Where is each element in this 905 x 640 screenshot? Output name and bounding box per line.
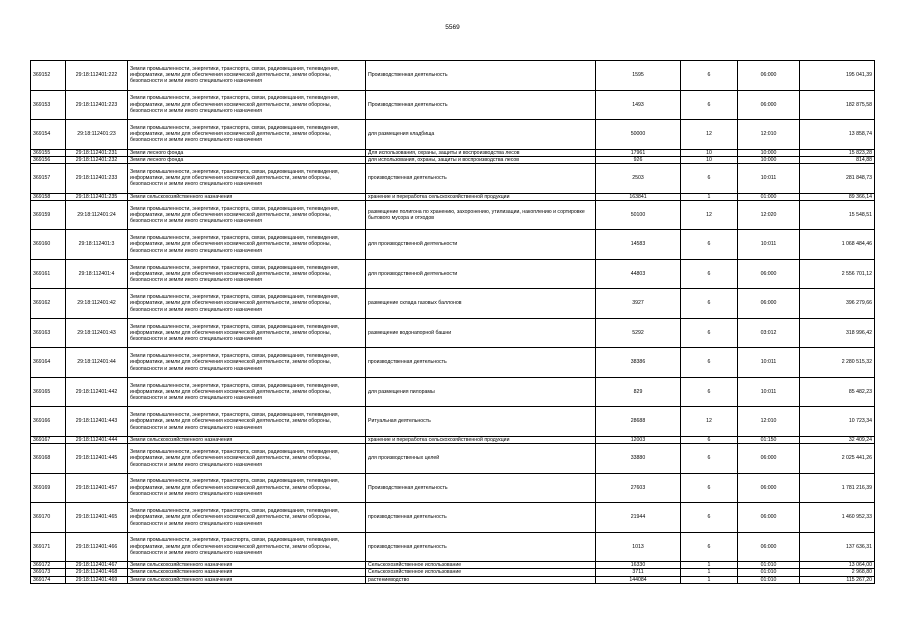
area-cell: 21944 [596,503,681,533]
land-category-cell: Земли сельскохозяйственного назначения [128,193,366,200]
cadastral-number-cell: 29:18:112401:445 [66,444,128,474]
group-cell: 6 [681,164,738,194]
page-number: 5569 [445,24,460,31]
row-number-cell: 369156 [31,156,66,163]
land-category-cell: Земли промышленности, энергетики, транспорта, связи, радиовещания, телевидения, информатики, земли для обеспечения космической деятельности, земли обороны, безопасности и земли иного специального назначения [128,532,366,562]
cadastral-value-cell: 2 025 441,26 [800,444,875,474]
group-cell: 6 [681,318,738,348]
group-cell: 6 [681,61,738,91]
permitted-use-cell: размещение склада газовых баллонов [366,289,596,319]
row-number-cell: 369153 [31,90,66,120]
permitted-use-cell: производственная деятельность [366,348,596,378]
cadastral-number-cell: 29:18:112401:235 [66,193,128,200]
area-cell: 17961 [596,149,681,156]
permitted-use-cell: производственная деятельность [366,164,596,194]
permitted-use-cell: Ритуальная деятельность [366,407,596,437]
table-row [31,90,875,120]
cadastral-number-cell: 29:18:112401:43 [66,318,128,348]
cadastral-value-cell: 2 280 515,32 [800,348,875,378]
table-row [31,348,875,378]
area-cell: 144084 [596,576,681,583]
cadastral-number-cell: 29:18:112401:443 [66,407,128,437]
cadastral-number-cell: 29:18:112401:222 [66,61,128,91]
cadastral-value-cell: 2 556 701,12 [800,259,875,289]
group-cell: 6 [681,90,738,120]
permitted-use-cell: размещение полигона по хранению, захоронению, утилизации, накоплению и сортировке бытового мусора и отходов [366,200,596,230]
table-row [31,576,875,583]
code-cell: 10:011 [738,230,800,260]
cadastral-number-cell: 29:18:112401:444 [66,436,128,443]
cadastral-value-cell: 10 723,34 [800,407,875,437]
cadastral-value-cell: 15 548,51 [800,200,875,230]
row-number-cell: 369165 [31,377,66,407]
land-category-cell: Земли промышленности, энергетики, транспорта, связи, радиовещания, телевидения, информатики, земли для обеспечения космической деятельности, земли обороны, безопасности и земли иного специального назначения [128,407,366,437]
permitted-use-cell: производственная деятельность [366,503,596,533]
code-cell: 01:010 [738,569,800,576]
cadastral-number-cell: 29:18:112401:232 [66,156,128,163]
permitted-use-cell: хранение и переработка сельскохозяйственной продукции [366,436,596,443]
row-number-cell: 369160 [31,230,66,260]
cadastral-value-cell: 13 064,00 [800,562,875,569]
area-cell: 2503 [596,164,681,194]
area-cell: 44803 [596,259,681,289]
cadastral-number-cell: 29:18:112401:24 [66,200,128,230]
code-cell: 06:000 [738,259,800,289]
land-category-cell: Земли промышленности, энергетики, транспорта, связи, радиовещания, телевидения, информатики, земли для обеспечения космической деятельности, земли обороны, безопасности и земли иного специального назначения [128,90,366,120]
table-row [31,200,875,230]
cadastral-number-cell: 29:18:112401:231 [66,149,128,156]
area-cell: 28688 [596,407,681,437]
row-number-cell: 369159 [31,200,66,230]
permitted-use-cell: для производственной деятельности [366,259,596,289]
permitted-use-cell: для размещения пилорамы [366,377,596,407]
group-cell: 12 [681,120,738,150]
permitted-use-cell: Для использования, охраны, защиты и воспроизводства лесов [366,149,596,156]
land-category-cell: Земли промышленности, энергетики, транспорта, связи, радиовещания, телевидения, информатики, земли для обеспечения космической деятельности, земли обороны, безопасности и земли иного специального назначения [128,259,366,289]
table-row [31,562,875,569]
cadastral-number-cell: 29:18:112401:223 [66,90,128,120]
row-number-cell: 369163 [31,318,66,348]
area-cell: 50100 [596,200,681,230]
row-number-cell: 369171 [31,532,66,562]
table-row [31,377,875,407]
group-cell: 12 [681,200,738,230]
group-cell: 6 [681,377,738,407]
land-category-cell: Земли промышленности, энергетики, транспорта, связи, радиовещания, телевидения, информатики, земли для обеспечения космической деятельности, земли обороны, безопасности и земли иного специального назначения [128,318,366,348]
table-row [31,259,875,289]
group-cell: 6 [681,259,738,289]
cadastral-number-cell: 29:18:112401:468 [66,569,128,576]
group-cell: 1 [681,193,738,200]
group-cell: 1 [681,576,738,583]
code-cell: 06:000 [738,289,800,319]
area-cell: 1013 [596,532,681,562]
cadastral-value-cell: 15 823,28 [800,149,875,156]
group-cell: 1 [681,569,738,576]
group-cell: 6 [681,473,738,503]
row-number-cell: 369174 [31,576,66,583]
code-cell: 10:011 [738,377,800,407]
table-row [31,193,875,200]
code-cell: 10:000 [738,149,800,156]
row-number-cell: 369166 [31,407,66,437]
row-number-cell: 369162 [31,289,66,319]
permitted-use-cell: растениеводство [366,576,596,583]
cadastral-value-cell: 89 366,14 [800,193,875,200]
area-cell: 50000 [596,120,681,150]
cadastral-number-cell: 29:18:112401:442 [66,377,128,407]
table-row [31,120,875,150]
area-cell: 3711 [596,569,681,576]
table-row [31,436,875,443]
cadastral-value-cell: 32 409,24 [800,436,875,443]
group-cell: 6 [681,532,738,562]
cadastral-value-cell: 115 267,20 [800,576,875,583]
cadastral-value-cell: 2 968,80 [800,569,875,576]
table-row [31,532,875,562]
permitted-use-cell: для производственных целей [366,444,596,474]
row-number-cell: 369167 [31,436,66,443]
cadastral-number-cell: 29:18:112401:466 [66,532,128,562]
row-number-cell: 369157 [31,164,66,194]
table-row [31,156,875,163]
group-cell: 6 [681,230,738,260]
land-category-cell: Земли сельскохозяйственного назначения [128,569,366,576]
area-cell: 3927 [596,289,681,319]
area-cell: 5292 [596,318,681,348]
row-number-cell: 369170 [31,503,66,533]
land-category-cell: Земли лесного фонда [128,156,366,163]
cadastral-number-cell: 29:18:112401:457 [66,473,128,503]
land-category-cell: Земли промышленности, энергетики, транспорта, связи, радиовещания, телевидения, информатики, земли для обеспечения космической деятельности, земли обороны, безопасности и земли иного специального назначения [128,503,366,533]
land-category-cell: Земли сельскохозяйственного назначения [128,562,366,569]
land-category-cell: Земли промышленности, энергетики, транспорта, связи, радиовещания, телевидения, информатики, земли для обеспечения космической деятельности, земли обороны, безопасности и земли иного специального назначения [128,444,366,474]
code-cell: 06:000 [738,503,800,533]
table-row [31,318,875,348]
permitted-use-cell: производственная деятельность [366,532,596,562]
cadastral-value-cell: 1 068 484,46 [800,230,875,260]
land-category-cell: Земли промышленности, энергетики, транспорта, связи, радиовещания, телевидения, информатики, земли для обеспечения космической деятельности, земли обороны, безопасности и земли иного специального назначения [128,120,366,150]
cadastral-value-cell: 1 781 216,39 [800,473,875,503]
land-category-cell: Земли промышленности, энергетики, транспорта, связи, радиовещания, телевидения, информатики, земли для обеспечения космической деятельности, земли обороны, безопасности и земли иного специального назначения [128,61,366,91]
group-cell: 6 [681,436,738,443]
table-row [31,503,875,533]
code-cell: 10:011 [738,164,800,194]
row-number-cell: 369172 [31,562,66,569]
area-cell: 33880 [596,444,681,474]
group-cell: 6 [681,289,738,319]
area-cell: 829 [596,377,681,407]
cadastral-number-cell: 29:18:112401:42 [66,289,128,319]
permitted-use-cell: для использования, охраны, защиты и воспроизводства лесов [366,156,596,163]
area-cell: 1595 [596,61,681,91]
table-row [31,164,875,194]
code-cell: 10:000 [738,156,800,163]
group-cell: 1 [681,562,738,569]
area-cell: 38386 [596,348,681,378]
code-cell: 06:000 [738,444,800,474]
land-category-cell: Земли промышленности, энергетики, транспорта, связи, радиовещания, телевидения, информатики, земли для обеспечения космической деятельности, земли обороны, безопасности и земли иного специального назначения [128,230,366,260]
code-cell: 06:000 [738,532,800,562]
area-cell: 926 [596,156,681,163]
code-cell: 06:000 [738,90,800,120]
group-cell: 6 [681,348,738,378]
cadastral-number-cell: 29:18:112401:23 [66,120,128,150]
land-category-cell: Земли промышленности, энергетики, транспорта, связи, радиовещания, телевидения, информатики, земли для обеспечения космической деятельности, земли обороны, безопасности и земли иного специального назначения [128,473,366,503]
land-category-cell: Земли промышленности, энергетики, транспорта, связи, радиовещания, телевидения, информатики, земли для обеспечения космической деятельности, земли обороны, безопасности и земли иного специального назначения [128,377,366,407]
cadastral-number-cell: 29:18:112401:469 [66,576,128,583]
land-category-cell: Земли промышленности, энергетики, транспорта, связи, радиовещания, телевидения, информатики, земли для обеспечения космической деятельности, земли обороны, безопасности и земли иного специального назначения [128,200,366,230]
cadastral-value-cell: 814,88 [800,156,875,163]
cadastral-value-cell: 195 041,39 [800,61,875,91]
table-row [31,407,875,437]
row-number-cell: 369169 [31,473,66,503]
permitted-use-cell: Сельскохозяйственное использование [366,569,596,576]
permitted-use-cell: Производственная деятельность [366,61,596,91]
cadastral-value-cell: 396 279,66 [800,289,875,319]
code-cell: 01:010 [738,562,800,569]
cadastral-value-cell: 85 482,23 [800,377,875,407]
cadastral-number-cell: 29:18:112401:467 [66,562,128,569]
cadastral-value-cell: 182 875,58 [800,90,875,120]
code-cell: 12:010 [738,407,800,437]
cadastral-number-cell: 29:18:112401:4 [66,259,128,289]
row-number-cell: 369158 [31,193,66,200]
row-number-cell: 369168 [31,444,66,474]
code-cell: 12:020 [738,200,800,230]
cadastral-value-cell: 318 996,42 [800,318,875,348]
group-cell: 12 [681,407,738,437]
group-cell: 10 [681,149,738,156]
row-number-cell: 369155 [31,149,66,156]
permitted-use-cell: Сельскохозяйственное использование [366,562,596,569]
permitted-use-cell: размещение водонапорной башни [366,318,596,348]
row-number-cell: 369161 [31,259,66,289]
table-row [31,230,875,260]
table-row [31,61,875,91]
code-cell: 01:010 [738,576,800,583]
code-cell: 10:011 [738,348,800,378]
cadastral-value-cell: 281 848,73 [800,164,875,194]
row-number-cell: 369154 [31,120,66,150]
area-cell: 1493 [596,90,681,120]
row-number-cell: 369173 [31,569,66,576]
code-cell: 01:000 [738,193,800,200]
permitted-use-cell: для производственной деятельности [366,230,596,260]
land-category-cell: Земли промышленности, энергетики, транспорта, связи, радиовещания, телевидения, информатики, земли для обеспечения космической деятельности, земли обороны, безопасности и земли иного специального назначения [128,348,366,378]
permitted-use-cell: хранение и переработка сельскохозяйственной продукции [366,193,596,200]
area-cell: 27603 [596,473,681,503]
group-cell: 6 [681,503,738,533]
code-cell: 01:150 [738,436,800,443]
cadastral-number-cell: 29:18:112401:465 [66,503,128,533]
group-cell: 10 [681,156,738,163]
land-category-cell: Земли сельскохозяйственного назначения [128,436,366,443]
table-row [31,149,875,156]
table-row [31,289,875,319]
table-row [31,473,875,503]
row-number-cell: 369164 [31,348,66,378]
group-cell: 6 [681,444,738,474]
land-category-cell: Земли промышленности, энергетики, транспорта, связи, радиовещания, телевидения, информатики, земли для обеспечения космической деятельности, земли обороны, безопасности и земли иного специального назначения [128,289,366,319]
permitted-use-cell: для размещения кладбища [366,120,596,150]
code-cell: 06:000 [738,473,800,503]
area-cell: 163841 [596,193,681,200]
table-body [31,61,875,584]
area-cell: 14583 [596,230,681,260]
table-row [31,444,875,474]
area-cell: 12003 [596,436,681,443]
cadastral-table [30,60,875,584]
permitted-use-cell: Производственная деятельность [366,473,596,503]
land-category-cell: Земли лесного фонда [128,149,366,156]
cadastral-value-cell: 137 636,31 [800,532,875,562]
cadastral-number-cell: 29:18:112401:3 [66,230,128,260]
code-cell: 12:010 [738,120,800,150]
cadastral-value-cell: 13 858,74 [800,120,875,150]
cadastral-value-cell: 1 460 952,33 [800,503,875,533]
area-cell: 16330 [596,562,681,569]
land-category-cell: Земли промышленности, энергетики, транспорта, связи, радиовещания, телевидения, информатики, земли для обеспечения космической деятельности, земли обороны, безопасности и земли иного специального назначения [128,164,366,194]
code-cell: 03:012 [738,318,800,348]
cadastral-number-cell: 29:18:112401:44 [66,348,128,378]
permitted-use-cell: Производственная деятельность [366,90,596,120]
land-category-cell: Земли сельскохозяйственного назначения [128,576,366,583]
table-row [31,569,875,576]
row-number-cell: 369152 [31,61,66,91]
cadastral-number-cell: 29:18:112401:233 [66,164,128,194]
code-cell: 06:000 [738,61,800,91]
